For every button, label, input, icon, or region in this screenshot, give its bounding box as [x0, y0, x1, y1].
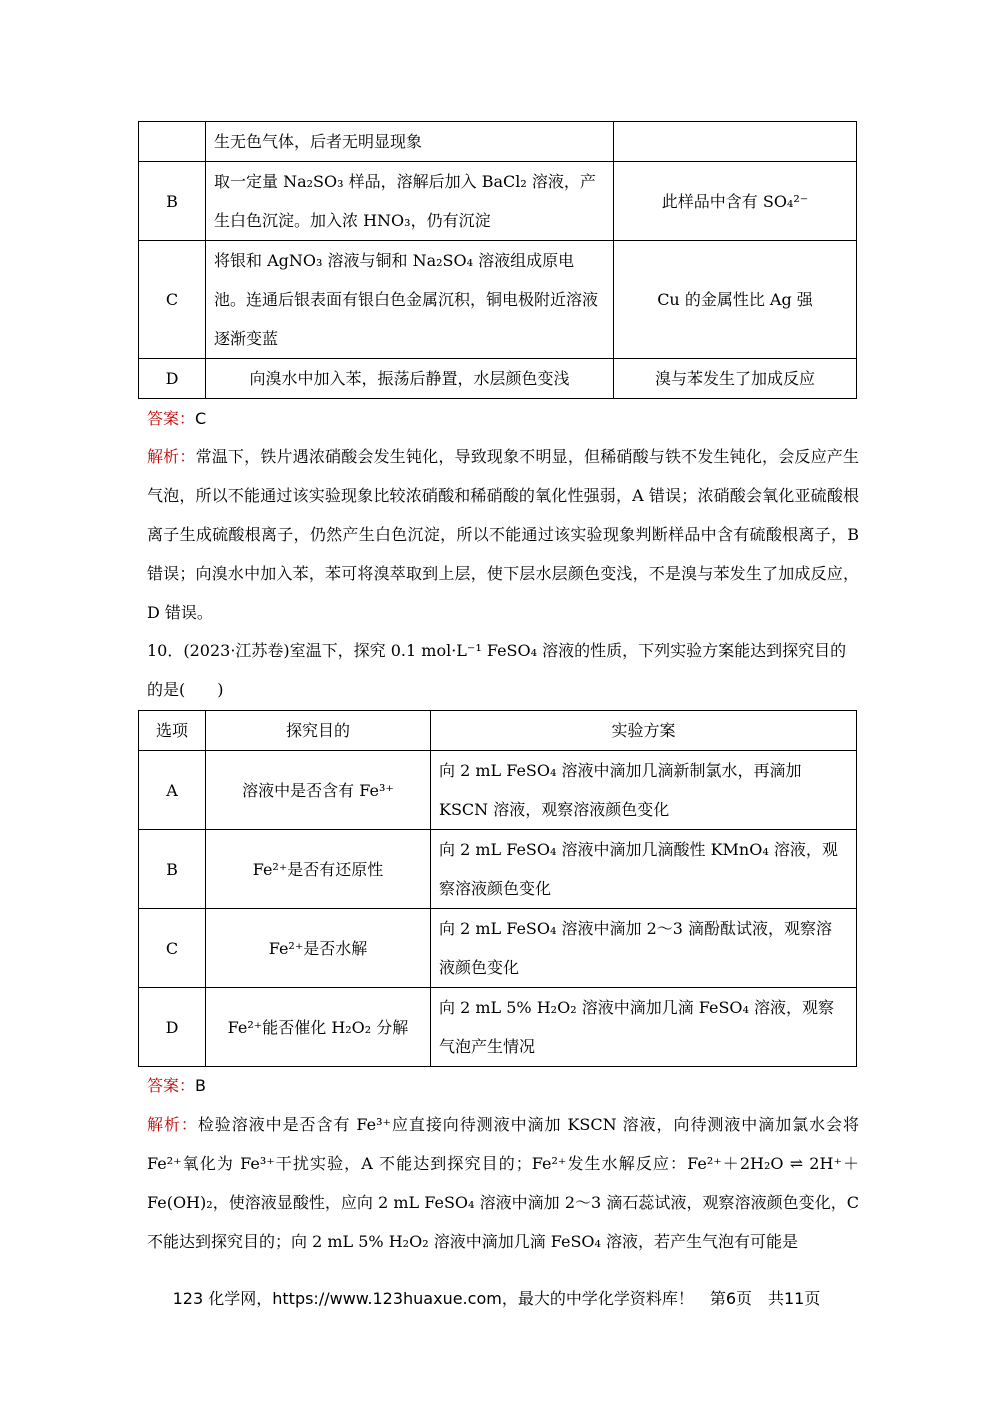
table-question-9 [138, 121, 857, 399]
table-row [139, 909, 857, 988]
answer-label: 答案： [147, 409, 196, 428]
answer-9 [147, 406, 206, 429]
answer-value: B [195, 1076, 206, 1095]
column-header: 选项 [139, 711, 206, 751]
page-footer: 123 化学网，https://www.123huaxue.com，最大的中学化学资料库！ 第6页 共11页 [172, 1289, 821, 1308]
table-question-10 [138, 710, 857, 1067]
table-row [139, 359, 857, 399]
table-row [139, 241, 857, 359]
table-cell-option: C [139, 909, 206, 988]
table-cell-purpose: 溶液中是否含有 Fe³⁺ [206, 751, 431, 830]
table-cell-plan: 向 2 mL FeSO₄ 溶液中滴加 2～3 滴酚酞试液，观察溶液颜色变化 [431, 909, 857, 988]
analysis-text: 常温下，铁片遇浓硝酸会发生钝化，导致现象不明显，但稀硝酸与铁不发生钝化，会反应产生气泡，所以不能通过该实验现象比较浓硝酸和稀硝酸的氧化性强弱，A 错误；浓硝酸会氧化亚硫酸根离子生成硫酸根离子，仍然产生白色沉淀，所以不能通过该实验现象判断样品中含有硫酸根离子，B 错误；向溴水中加入苯，苯可将溴萃取到上层，使下层水层颜色变浅，不是溴与苯发生了加成反应，D 错误。 [147, 447, 859, 622]
table-cell-procedure: 取一定量 Na₂SO₃ 样品，溶解后加入 BaCl₂ 溶液，产生白色沉淀。加入浓 HNO₃，仍有沉淀 [206, 162, 614, 241]
column-header: 实验方案 [431, 711, 857, 751]
table-cell-plan: 向 2 mL FeSO₄ 溶液中滴加几滴酸性 KMnO₄ 溶液，观察溶液颜色变化 [431, 830, 857, 909]
analysis-text: 检验溶液中是否含有 Fe³⁺应直接向待测液中滴加 KSCN 溶液，向待测液中滴加氯水会将 Fe²⁺氧化为 Fe³⁺干扰实验，A 不能达到探究目的；Fe²⁺发生水解反应：Fe²⁺＋2H₂O ⇌ 2H⁺＋Fe(OH)₂，使溶液显酸性，应向 2 mL FeSO₄ 溶液中滴加 2～3 滴石蕊试液，观察溶液颜色变化，C 不能达到探究目的；向 2 mL 5% H₂O₂ 溶液中滴加几滴 FeSO₄ 溶液，若产生气泡有可能是 [147, 1115, 859, 1251]
table-cell-plan: 向 2 mL FeSO₄ 溶液中滴加几滴新制氯水，再滴加 KSCN 溶液，观察溶液颜色变化 [431, 751, 857, 830]
analysis-10 [147, 1105, 859, 1261]
table-row [139, 751, 857, 830]
table-cell-purpose: Fe²⁺能否催化 H₂O₂ 分解 [206, 988, 431, 1067]
table-cell-procedure: 向溴水中加入苯，振荡后静置，水层颜色变浅 [206, 359, 614, 399]
table-row [139, 162, 857, 241]
table-row [139, 988, 857, 1067]
analysis-label: 解析： [147, 447, 196, 466]
table-cell-option: D [139, 359, 206, 399]
table-cell-plan: 向 2 mL 5% H₂O₂ 溶液中滴加几滴 FeSO₄ 溶液，观察气泡产生情况 [431, 988, 857, 1067]
table-cell-purpose: Fe²⁺是否水解 [206, 909, 431, 988]
table-row [139, 122, 857, 162]
table-cell-conclusion: 此样品中含有 SO₄²⁻ [614, 162, 857, 241]
answer-value: C [195, 409, 207, 428]
table-cell-option: A [139, 751, 206, 830]
table-cell-option: B [139, 830, 206, 909]
table-cell-procedure: 将银和 AgNO₃ 溶液与铜和 Na₂SO₄ 溶液组成原电池。连通后银表面有银白色金属沉积，铜电极附近溶液逐渐变蓝 [206, 241, 614, 359]
table-cell-procedure: 生无色气体，后者无明显现象 [206, 122, 614, 162]
answer-label: 答案： [147, 1076, 196, 1095]
table-cell-option: B [139, 162, 206, 241]
table-cell-conclusion [614, 122, 857, 162]
table-row [139, 830, 857, 909]
question-text: 10．(2023·江苏卷)室温下，探究 0.1 mol·L⁻¹ FeSO₄ 溶液的性质，下列实验方案能达到探究目的的是( ) [147, 641, 847, 699]
table-cell-purpose: Fe²⁺是否有还原性 [206, 830, 431, 909]
question-10-stem [147, 631, 859, 709]
table-cell-conclusion: Cu 的金属性比 Ag 强 [614, 241, 857, 359]
column-header: 探究目的 [206, 711, 431, 751]
analysis-label: 解析： [147, 1115, 198, 1134]
analysis-9 [147, 437, 859, 632]
table-cell-option: D [139, 988, 206, 1067]
answer-10 [147, 1073, 206, 1096]
table-cell-option [139, 122, 206, 162]
table-cell-conclusion: 溴与苯发生了加成反应 [614, 359, 857, 399]
table-header-row [139, 711, 857, 751]
table-cell-option: C [139, 241, 206, 359]
